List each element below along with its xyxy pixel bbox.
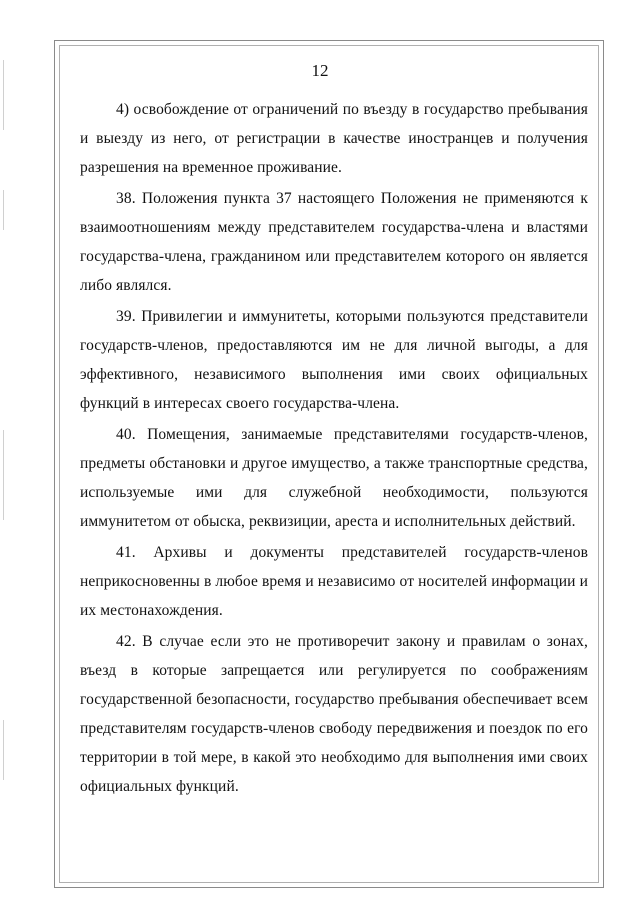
paragraph-42: 42. В случае если это не противоречит закону и правилам о зонах, въезд в которые запрещается или регулируется по соображениям государственной безопасности, государство пребывания обеспечивает всем представителям государств-членов свободу передвижения и поездок по его территории в той мере, в какой это необходимо для выполнения ими своих официальных функций.: [80, 633, 588, 795]
scan-edge-mark: [3, 190, 4, 230]
scan-edge-mark: [3, 430, 4, 520]
page-number: 12: [311, 61, 329, 80]
paragraph-39: 39. Привилегии и иммунитеты, которыми пользуются представители государств-членов, предоставляются им не для личной выгоды, а для эффективного, независимого выполнения ими своих официальных функций в интересах своего государства-члена.: [80, 308, 588, 412]
paragraph-40: 40. Помещения, занимаемые представителями государств-членов, предметы обстановки и другое имущество, а также транспортные средства, используемые ими для служебной необходимости, пользуются иммунитетом от обыска, реквизиции, ареста и исполнительных действий.: [80, 426, 588, 530]
scan-edge-mark: [3, 720, 4, 780]
paragraph-41: 41. Архивы и документы представителей государств-членов неприкосновенны в любое время и независимо от носителей информации и их местонахождения.: [80, 544, 588, 619]
paragraph-item-4: 4) освобождение от ограничений по въезду в государство пребывания и выезду из него, от регистрации в качестве иностранцев и получения разрешения на временное проживание.: [80, 101, 588, 176]
document-body: [80, 95, 588, 803]
paragraph-38: 38. Положения пункта 37 настоящего Положения не применяются к взаимоотношениям между представителем государства-члена и властями государства-члена, гражданином или представителем которого он является либо являлся.: [80, 190, 588, 294]
